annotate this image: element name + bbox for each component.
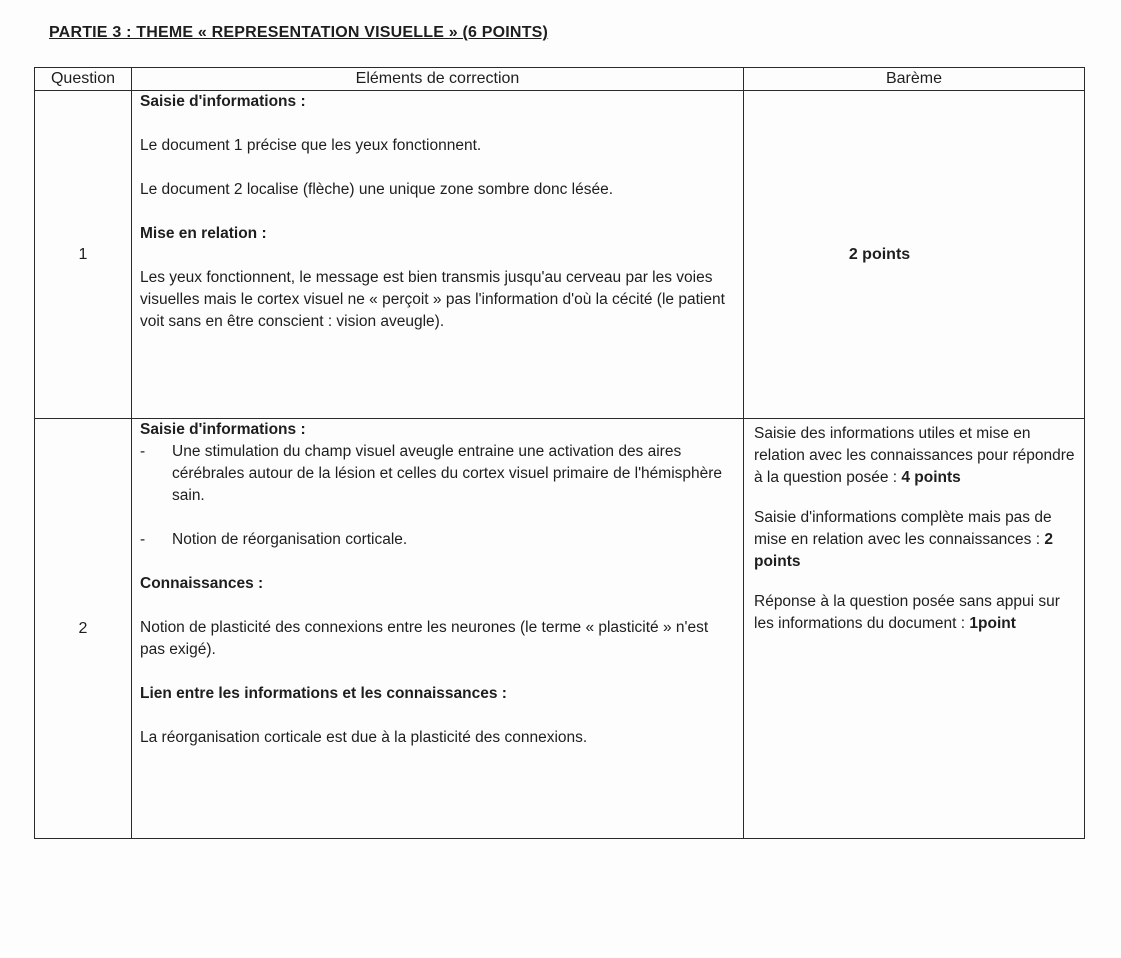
paragraph: Notion de plasticité des connexions entre les neurones (le terme « plasticité » n'est pas exigé). (140, 619, 709, 658)
criterion-points: 2 points (754, 531, 1053, 570)
correction-table (34, 67, 1085, 839)
bareme-criterion (754, 423, 1076, 489)
paragraph: Le document 1 précise que les yeux fonctionnent. (140, 137, 482, 154)
section-heading: Mise en relation : (140, 225, 267, 242)
bareme-cell (744, 419, 1085, 839)
criterion-points: 1point (969, 615, 1016, 632)
section-heading: Connaissances : (140, 575, 264, 592)
criterion-points: 4 points (901, 469, 961, 486)
criterion-text: Saisie des informations utiles et mise en relation avec les connaissances pour répondre à la question posée : (754, 425, 1075, 486)
section-heading: Saisie d'informations : (140, 421, 306, 438)
list-item: - Notion de réorganisation corticale. (140, 529, 737, 551)
paragraph: La réorganisation corticale est due à la plasticité des connexions. (140, 729, 588, 746)
header-question: Question (35, 68, 132, 91)
criterion-text: Saisie d'informations complète mais pas de mise en relation avec les connaissances : (754, 509, 1052, 548)
question-number: 2 (35, 419, 132, 839)
bareme-criterion (754, 507, 1076, 573)
table-row (35, 419, 1085, 839)
bareme-cell: 2 points (744, 91, 1085, 419)
correction-cell (132, 91, 744, 419)
table-header-row (35, 68, 1085, 91)
bareme-criterion (754, 591, 1076, 635)
bullet-list (140, 441, 737, 551)
section-heading: Saisie d'informations : (140, 93, 306, 110)
paragraph: Le document 2 localise (flèche) une unique zone sombre donc lésée. (140, 181, 614, 198)
paragraph: Les yeux fonctionnent, le message est bien transmis jusqu'au cerveau par les voies visuelles mais le cortex visuel ne « perçoit » pas l'information d'où la cécité (le patient voit sans en être conscient : vision aveugle). (140, 269, 725, 330)
question-number: 1 (35, 91, 132, 419)
table-row (35, 91, 1085, 419)
header-elements: Eléments de correction (132, 68, 744, 91)
correction-cell (132, 419, 744, 839)
page-title: PARTIE 3 : THEME « REPRESENTATION VISUELLE » (6 POINTS) (49, 24, 549, 41)
criterion-text: Réponse à la question posée sans appui sur les informations du document : (754, 593, 1060, 632)
list-item: - Une stimulation du champ visuel aveugle entraine une activation des aires cérébrales autour de la lésion et celles du cortex visuel primaire de l'hémisphère sain. (140, 441, 737, 507)
header-bareme: Barème (744, 68, 1085, 91)
section-heading: Lien entre les informations et les connaissances : (140, 685, 507, 702)
